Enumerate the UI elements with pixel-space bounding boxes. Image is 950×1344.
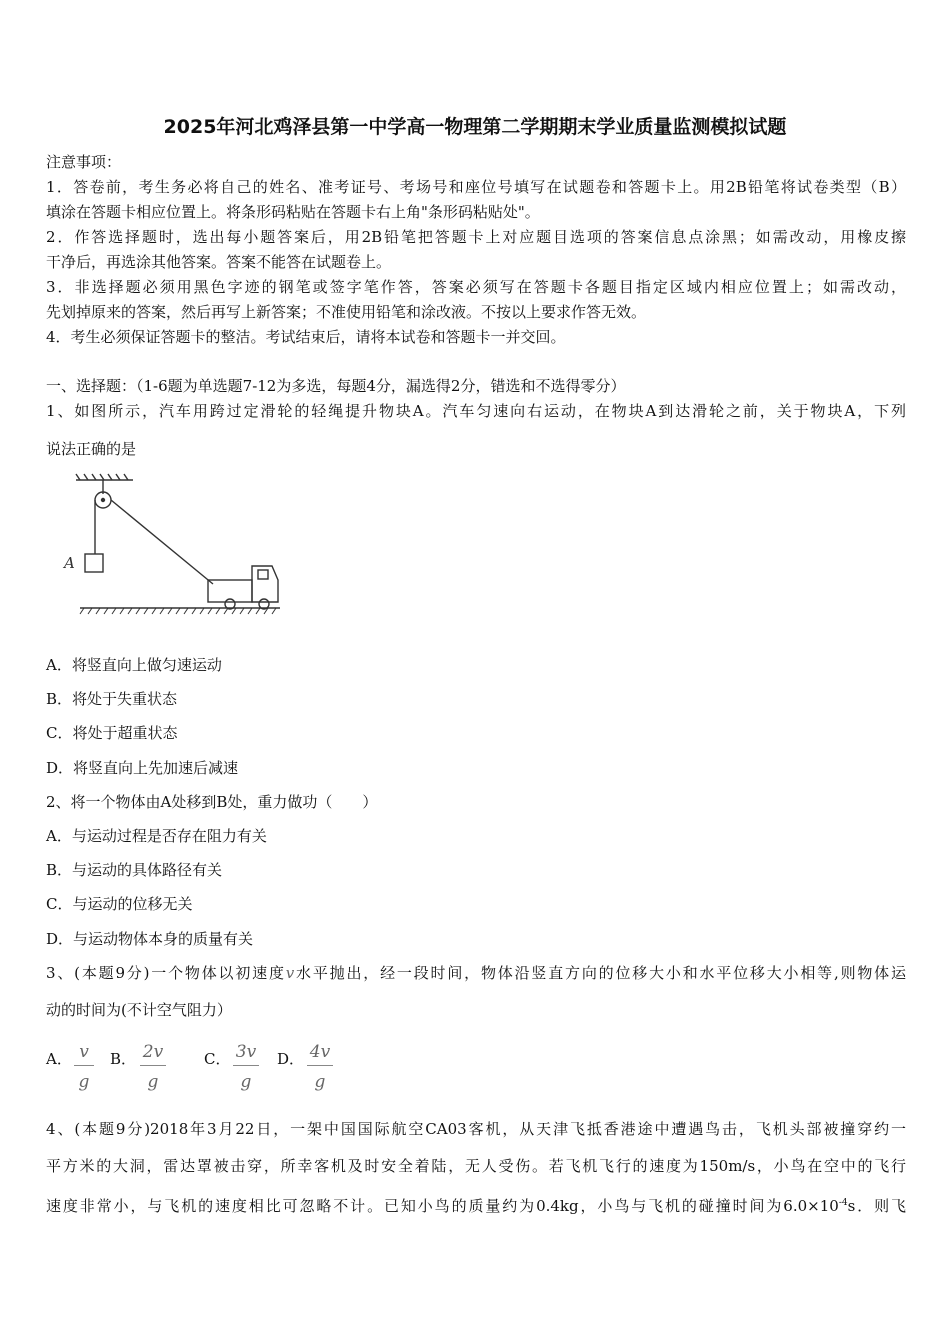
q1-stem-line-1: 1、如图所示，汽车用跨过定滑轮的轻绳提升物块A。汽车匀速向右运动，在物块A到达滑轮之前，关于物块A，下列 [46,402,906,420]
q3-option-b-fraction [140,1042,166,1092]
q3-option-a-label: A． [46,1050,72,1068]
notice-line-2a: 2．作答选择题时，选出每小题答案后，用2B铅笔把答题卡上对应题目选项的答案信息点涂黑；如需改动，用橡皮擦 [46,228,906,246]
q3-a-numerator: v [74,1042,94,1066]
notice-line-3a: 3．非选择题必须用黑色字迹的钢笔或签字笔作答，答案必须写在答题卡各题目指定区域内相应位置上；如需改动， [46,278,906,296]
notice-line-2b: 干净后，再选涂其他答案。答案不能答在试题卷上。 [46,253,392,271]
q3-c-denominator: g [240,1072,252,1092]
q4-line-3-part-2: s．则飞 [847,1197,907,1215]
notice-heading: 注意事项： [46,153,122,171]
q3-b-denominator: g [147,1072,159,1092]
q3-stem-part-2: 水平抛出，经一段时间，物体沿竖直方向的位移大小和水平位移大小相等,则物体运 [294,964,906,982]
page-title: 2025年河北鸡泽县第一中学高一物理第二学期期末学业质量监测模拟试题 [163,116,787,138]
q2-option-a: A．与运动过程是否存在阻力有关 [46,827,267,845]
q2-stem: 2、将一个物体由A处移到B处，重力做功（ ） [46,793,378,811]
q3-c-numerator: 3v [233,1042,259,1066]
q2-option-b: B．与运动的具体路径有关 [46,861,223,879]
figure-label-a: A [64,554,75,572]
q4-line-3 [46,1193,906,1216]
q3-option-d-fraction [307,1042,333,1092]
q3-option-c-fraction [233,1042,259,1092]
q3-option-b-label: B． [110,1050,137,1068]
q3-stem-line-2: 动的时间为(不计空气阻力） [46,1001,232,1019]
q3-d-denominator: g [314,1072,326,1092]
notice-line-4: 4．考生必须保证答题卡的整洁。考试结束后，请将本试卷和答题卡一并交回。 [46,328,566,346]
q1-pulley-figure [58,470,288,620]
q3-option-c-label: C． [204,1050,231,1068]
notice-line-1a: 1．答卷前，考生务必将自己的姓名、准考证号、考场号和座位号填写在试题卷和答题卡上。用2B铅笔将试卷类型（B） [46,178,906,196]
q3-b-numerator: 2v [140,1042,166,1066]
q1-option-d: D．将竖直向上先加速后减速 [46,759,239,777]
notice-line-1b: 填涂在答题卡相应位置上。将条形码粘贴在答题卡右上角"条形码粘贴处"。 [46,203,540,221]
q3-option-d-label: D． [277,1050,305,1068]
q1-option-b: B．将处于失重状态 [46,690,178,708]
q2-option-c: C．与运动的位移无关 [46,895,193,913]
q1-stem-line-2: 说法正确的是 [46,440,137,458]
q4-line-3-part-1: 速度非常小，与飞机的速度相比可忽略不计。已知小鸟的质量约为0.4kg，小鸟与飞机的碰撞时间为6.0×10 [46,1197,839,1215]
q4-exponent: -4 [838,1198,848,1208]
q4-line-2: 平方米的大洞，雷达罩被击穿，所幸客机及时安全着陆，无人受伤。若飞机飞行的速度为150m/s，小鸟在空中的飞行 [46,1157,906,1175]
section-heading: 一、选择题：（1-6题为单选题7-12为多选，每题4分，漏选得2分，错选和不选得零分） [46,377,626,395]
q1-option-a: A．将竖直向上做匀速运动 [46,656,222,674]
q3-stem-line-1 [46,963,906,983]
q4-line-1: 4、(本题9分)2018年3月22日，一架中国国际航空CA03客机，从天津飞抵香港途中遭遇鸟击，飞机头部被撞穿约一 [46,1120,906,1138]
q3-d-numerator: 4v [307,1042,333,1066]
notice-line-3b: 先划掉原来的答案，然后再写上新答案；不准使用铅笔和涂改液。不按以上要求作答无效。 [46,303,647,321]
q3-stem-velocity: v [285,964,295,982]
q3-stem-part-1: 3、(本题9分)一个物体以初速度 [46,964,286,982]
q3-a-denominator: g [78,1072,90,1092]
q2-option-d: D．与运动物体本身的质量有关 [46,930,254,948]
q1-option-c: C．将处于超重状态 [46,724,178,742]
q3-option-a-fraction [74,1042,94,1092]
